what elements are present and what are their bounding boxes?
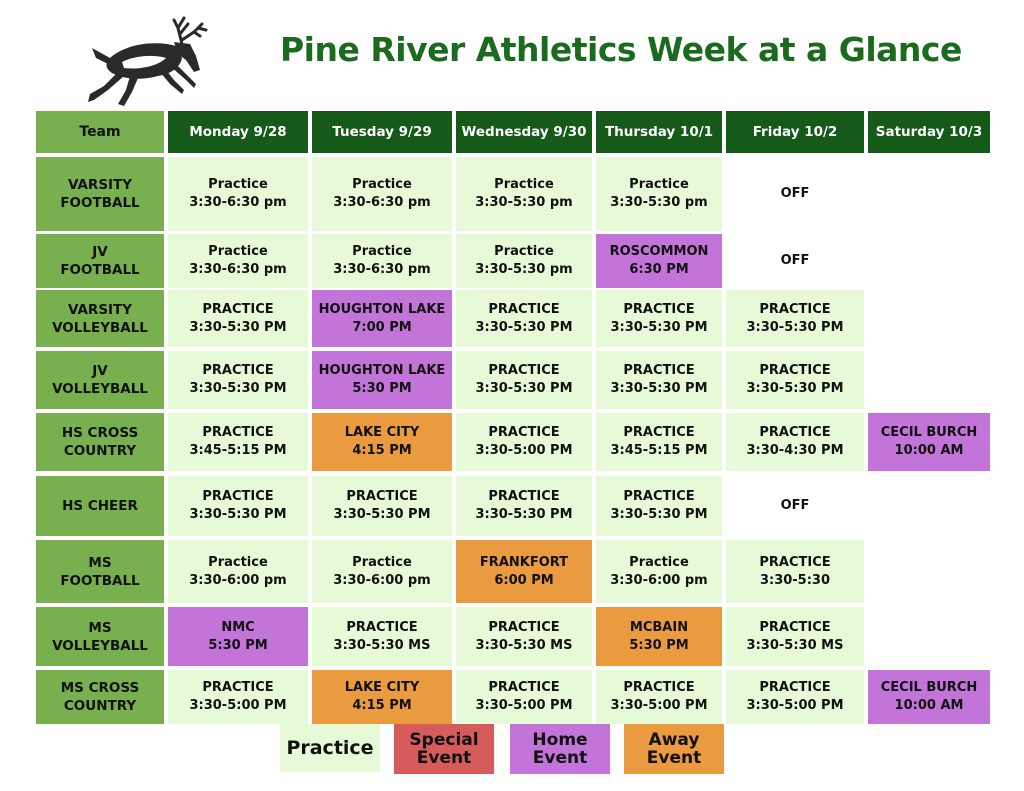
schedule-cell-practice: Practice 3:30-5:30 pm bbox=[456, 157, 592, 231]
legend-practice: Practice bbox=[280, 724, 380, 772]
schedule-cell-home: HOUGHTON LAKE 7:00 PM bbox=[312, 290, 452, 347]
schedule-cell-away: MCBAIN 5:30 PM bbox=[596, 607, 722, 666]
empty-cell bbox=[868, 157, 990, 231]
schedule-cell-home: ROSCOMMON 6:30 PM bbox=[596, 234, 722, 288]
schedule-cell-off: OFF bbox=[726, 234, 864, 288]
schedule-cell-practice: PRACTICE 3:30-5:30 PM bbox=[726, 290, 864, 347]
schedule-cell-practice: PRACTICE 3:30-5:30 PM bbox=[168, 290, 308, 347]
schedule-cell-home: CECIL BURCH 10:00 AM bbox=[868, 670, 990, 724]
schedule-cell-practice: Practice 3:30-5:30 pm bbox=[456, 234, 592, 288]
team-name: VARSITY VOLLEYBALL bbox=[36, 290, 164, 347]
empty-cell bbox=[868, 540, 990, 603]
schedule-cell-practice: PRACTICE 3:30-5:30 PM bbox=[596, 290, 722, 347]
schedule-cell-practice: Practice 3:30-6:00 pm bbox=[168, 540, 308, 603]
team-name: JV VOLLEYBALL bbox=[36, 351, 164, 409]
team-name: HS CROSS COUNTRY bbox=[36, 413, 164, 471]
header-day: Thursday 10/1 bbox=[596, 111, 722, 153]
header-day: Friday 10/2 bbox=[726, 111, 864, 153]
schedule-cell-practice: PRACTICE 3:30-5:30 bbox=[726, 540, 864, 603]
schedule-cell-practice: PRACTICE 3:30-5:30 PM bbox=[456, 476, 592, 536]
schedule-cell-practice: PRACTICE 3:30-5:00 PM bbox=[726, 670, 864, 724]
schedule-cell-practice: PRACTICE 3:30-5:30 MS bbox=[456, 607, 592, 666]
empty-cell bbox=[868, 476, 990, 536]
legend-home: Home Event bbox=[510, 724, 610, 774]
schedule-cell-practice: PRACTICE 3:30-5:30 PM bbox=[596, 476, 722, 536]
header-day: Saturday 10/3 bbox=[868, 111, 990, 153]
schedule-cell-home: NMC 5:30 PM bbox=[168, 607, 308, 666]
schedule-cell-practice: PRACTICE 3:30-5:00 PM bbox=[456, 670, 592, 724]
header-day: Tuesday 9/29 bbox=[312, 111, 452, 153]
schedule-cell-home: HOUGHTON LAKE 5:30 PM bbox=[312, 351, 452, 409]
schedule-cell-practice: Practice 3:30-6:00 pm bbox=[312, 540, 452, 603]
schedule-cell-practice: PRACTICE 3:30-5:30 PM bbox=[726, 351, 864, 409]
buck-deer-icon bbox=[70, 14, 220, 110]
page-title: Pine River Athletics Week at a Glance bbox=[280, 30, 962, 69]
schedule-cell-practice: PRACTICE 3:30-5:30 MS bbox=[312, 607, 452, 666]
team-name: VARSITY FOOTBALL bbox=[36, 157, 164, 231]
legend-away: Away Event bbox=[624, 724, 724, 774]
schedule-cell-practice: Practice 3:30-6:30 pm bbox=[168, 234, 308, 288]
schedule-cell-off: OFF bbox=[726, 157, 864, 231]
schedule-cell-away: FRANKFORT 6:00 PM bbox=[456, 540, 592, 603]
empty-cell bbox=[868, 290, 990, 347]
schedule-cell-practice: PRACTICE 3:30-5:30 PM bbox=[456, 290, 592, 347]
team-name: MS CROSS COUNTRY bbox=[36, 670, 164, 724]
empty-cell bbox=[868, 351, 990, 409]
schedule-cell-practice: PRACTICE 3:30-5:30 PM bbox=[312, 476, 452, 536]
team-name: MS FOOTBALL bbox=[36, 540, 164, 603]
schedule-cell-practice: PRACTICE 3:30-5:30 PM bbox=[168, 476, 308, 536]
legend-special: Special Event bbox=[394, 724, 494, 774]
team-name: MS VOLLEYBALL bbox=[36, 607, 164, 666]
header-team: Team bbox=[36, 111, 164, 153]
schedule-cell-off: OFF bbox=[726, 476, 864, 536]
schedule-cell-practice: PRACTICE 3:45-5:15 PM bbox=[596, 413, 722, 471]
empty-cell bbox=[868, 234, 990, 288]
header-day: Wednesday 9/30 bbox=[456, 111, 592, 153]
schedule-cell-practice: Practice 3:30-6:00 pm bbox=[596, 540, 722, 603]
schedule-cell-home: CECIL BURCH 10:00 AM bbox=[868, 413, 990, 471]
schedule-cell-practice: PRACTICE 3:30-5:00 PM bbox=[168, 670, 308, 724]
schedule-cell-away: LAKE CITY 4:15 PM bbox=[312, 670, 452, 724]
empty-cell bbox=[868, 607, 990, 666]
schedule-cell-practice: Practice 3:30-6:30 pm bbox=[312, 157, 452, 231]
header-day: Monday 9/28 bbox=[168, 111, 308, 153]
schedule-cell-practice: PRACTICE 3:30-5:30 PM bbox=[456, 351, 592, 409]
schedule-cell-practice: Practice 3:30-6:30 pm bbox=[168, 157, 308, 231]
schedule-cell-practice: Practice 3:30-6:30 pm bbox=[312, 234, 452, 288]
schedule-cell-practice: PRACTICE 3:30-5:00 PM bbox=[456, 413, 592, 471]
schedule-cell-practice: PRACTICE 3:45-5:15 PM bbox=[168, 413, 308, 471]
schedule-cell-practice: PRACTICE 3:30-5:00 PM bbox=[596, 670, 722, 724]
schedule-cell-practice: PRACTICE 3:30-5:30 MS bbox=[726, 607, 864, 666]
team-name: HS CHEER bbox=[36, 476, 164, 536]
schedule-cell-practice: PRACTICE 3:30-4:30 PM bbox=[726, 413, 864, 471]
schedule-cell-practice: PRACTICE 3:30-5:30 PM bbox=[168, 351, 308, 409]
schedule-cell-practice: Practice 3:30-5:30 pm bbox=[596, 157, 722, 231]
schedule-cell-practice: PRACTICE 3:30-5:30 PM bbox=[596, 351, 722, 409]
team-name: JV FOOTBALL bbox=[36, 234, 164, 288]
schedule-cell-away: LAKE CITY 4:15 PM bbox=[312, 413, 452, 471]
